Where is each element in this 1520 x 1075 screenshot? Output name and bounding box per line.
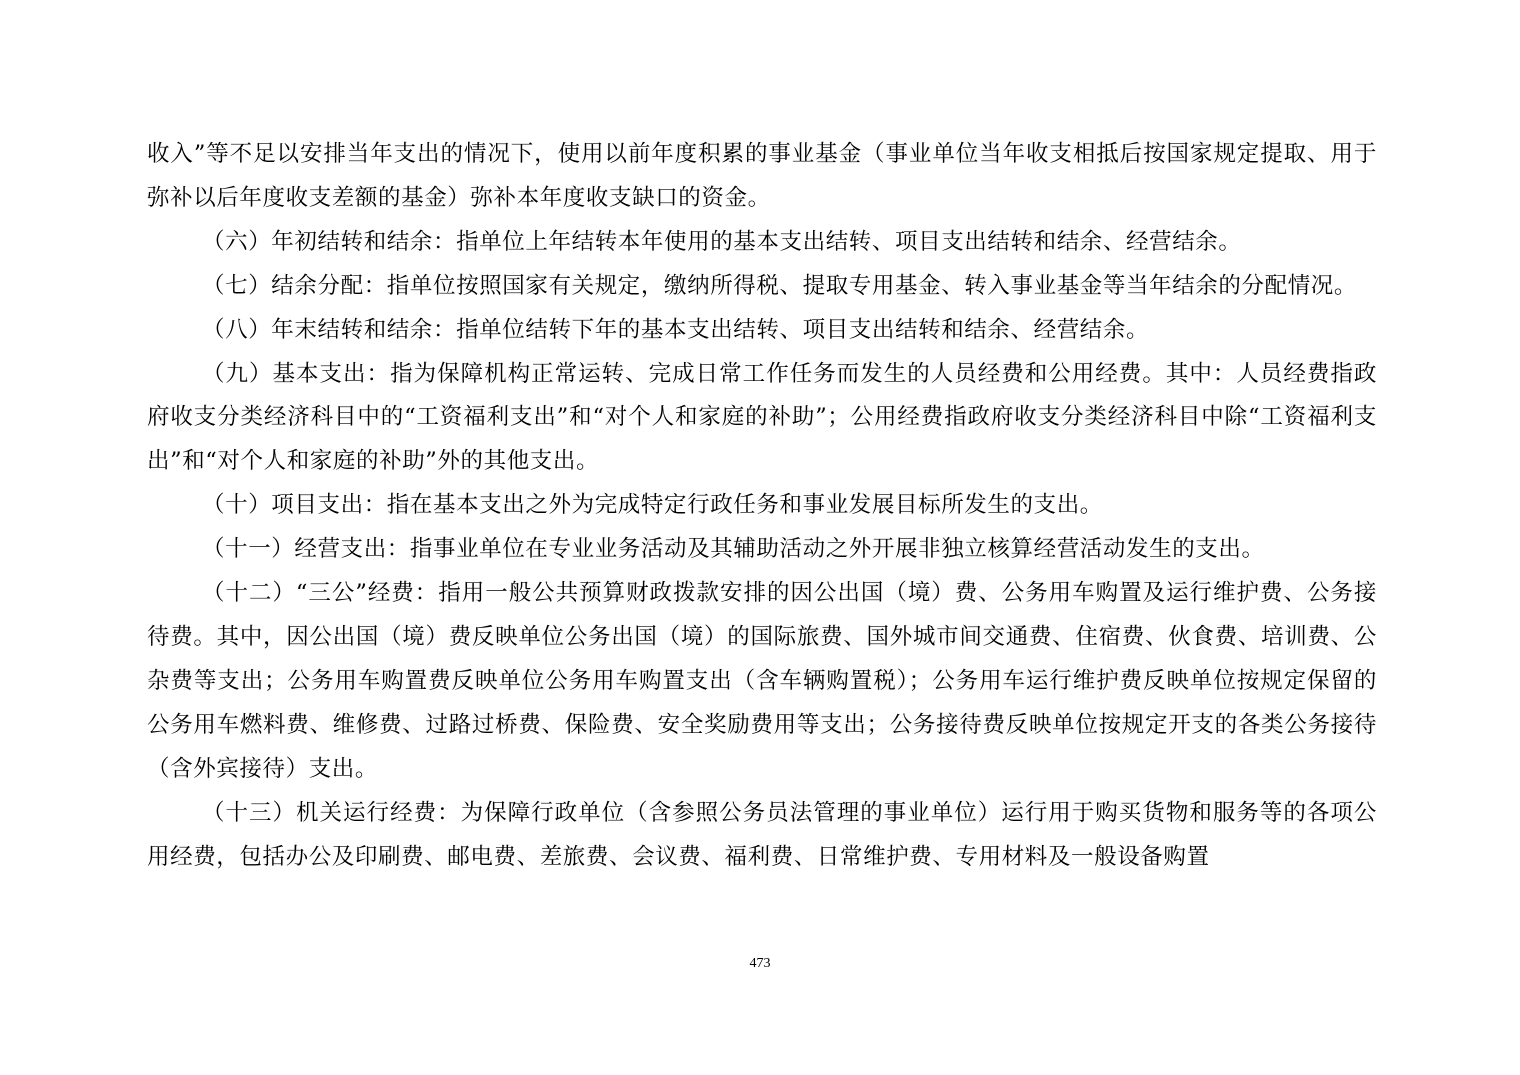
page-number: 473 <box>749 956 771 971</box>
paragraph-item-12: （十二）“三公”经费：指用一般公共预算财政拨款安排的因公出国（境）费、公务用车购置及运行维护费、公务接待费。其中，因公出国（境）费反映单位公务出国（境）的国际旅费、国外城市间交通费、住宿费、伙食费、培训费、公杂费等支出；公务用车购置费反映单位公务用车购置支出（含车辆购置税）；公务用车运行维护费反映单位按规定保留的公务用车燃料费、维修费、过路过桥费、保险费、安全奖励费用等支出；公务接待费反映单位按规定开支的各类公务接待（含外宾接待）支出。 <box>147 580 1377 782</box>
paragraph-item-13: （十三）机关运行经费：为保障行政单位（含参照公务员法管理的事业单位）运行用于购买货物和服务等的各项公用经费，包括办公及印刷费、邮电费、差旅费、会议费、福利费、日常维护费、专用材料及一般设备购置 <box>147 799 1377 870</box>
paragraph-item-10: （十）项目支出：指在基本支出之外为完成特定行政任务和事业发展目标所发生的支出。 <box>202 492 1103 519</box>
paragraph-continuation: 收入”等不足以安排当年支出的情况下，使用以前年度积累的事业基金（事业单位当年收支相抵后按国家规定提取、用于弥补以后年度收支差额的基金）弥补本年度收支缺口的资金。 <box>147 141 1377 211</box>
body-text <box>147 133 1377 879</box>
paragraph-item-11: （十一）经营支出：指事业单位在专业业务活动及其辅助活动之外开展非独立核算经营活动发生的支出。 <box>202 536 1265 563</box>
paragraph-item-8: （八）年末结转和结余：指单位结转下年的基本支出结转、项目支出结转和结余、经营结余。 <box>202 316 1150 343</box>
paragraph-item-6: （六）年初结转和结余：指单位上年结转本年使用的基本支出结转、项目支出结转和结余、经营结余。 <box>202 228 1242 255</box>
paragraph-item-7: （七）结余分配：指单位按照国家有关规定，缴纳所得税、提取专用基金、转入事业基金等当年结余的分配情况。 <box>202 272 1358 299</box>
paragraph-item-9: （九）基本支出：指为保障机构正常运转、完成日常工作任务而发生的人员经费和公用经费。其中：人员经费指政府收支分类经济科目中的“工资福利支出”和“对个人和家庭的补助”；公用经费指政府收支分类经济科目中除“工资福利支出”和“对个人和家庭的补助”外的其他支出。 <box>147 360 1377 475</box>
